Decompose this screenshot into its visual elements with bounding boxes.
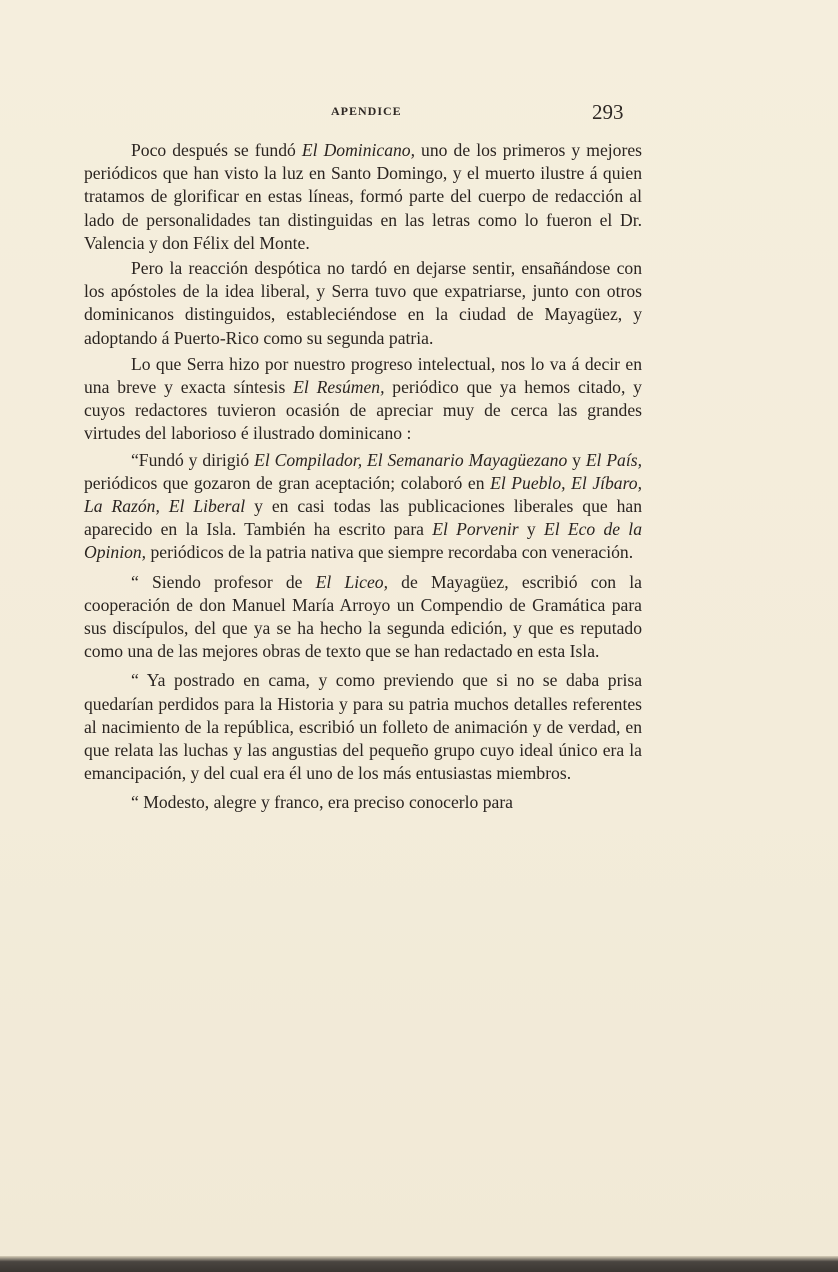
periodical-title: El País, bbox=[585, 449, 642, 470]
text-run: Lo que Serra hizo por nuestro progreso intelectual, nos lo va á decir en una breve y exacta síntesis bbox=[84, 353, 642, 398]
paragraph-5 bbox=[84, 571, 642, 664]
periodical-title: El Liceo, bbox=[315, 571, 388, 592]
periodical-title: El Liberal bbox=[168, 496, 246, 517]
text-run: “ Modesto, alegre y franco, era preciso conocerlo para bbox=[131, 792, 513, 813]
text-run: uno de los primeros y mejores periódicos que han visto la luz en Santo Domingo, y el muerto ilustre á quien tratamos de glorificar en estas líneas, formó parte del cuerpo de redacción al lado de personalidades tan distinguidas en las letras como lo fueron el Dr. Valencia y don Félix del Monte. bbox=[84, 140, 642, 253]
page-bottom-edge bbox=[0, 1256, 838, 1272]
text-run: periódicos que gozaron de gran aceptación; colaboró en bbox=[84, 472, 491, 493]
text-run: periódico que ya hemos citado, y cuyos redactores tuvieron ocasión de apreciar muy de cerca las grandes virtudes del laborioso é ilustrado dominicano : bbox=[84, 377, 642, 444]
text-run: “ Siendo profesor de bbox=[131, 571, 316, 592]
periodical-title: El Compilador, bbox=[254, 449, 363, 470]
periodical-title: El Jíbaro, bbox=[571, 472, 642, 493]
paragraph-7 bbox=[84, 791, 642, 814]
text-run bbox=[160, 496, 169, 516]
periodical-title: El Dominicano, bbox=[301, 140, 415, 160]
periodical-title: El Porvenir bbox=[432, 519, 519, 540]
periodical-title: El Eco de la Opinion, bbox=[84, 519, 642, 563]
text-run: Poco después se fundó bbox=[131, 140, 302, 160]
text-run: Pero la reacción despótica no tardó en dejarse sentir, ensañándose con los apóstoles de la idea liberal, y Serra tuvo que expatriarse, junto con otros dominicanos distinguidos, estableciéndose en la ciudad de Mayagüez, y adoptando á Puerto-Rico como su segunda patria. bbox=[84, 258, 642, 348]
running-head: APENDICE bbox=[331, 104, 402, 118]
text-run: y bbox=[518, 519, 544, 540]
paragraph-1 bbox=[84, 139, 642, 255]
text-run: “Fundó y dirigió bbox=[131, 449, 255, 470]
page-number: 293 bbox=[592, 100, 624, 124]
paragraph-4 bbox=[84, 449, 642, 565]
text-run: periódicos de la patria nativa que siempre recordaba con veneración. bbox=[146, 542, 634, 563]
paragraph-3 bbox=[84, 353, 642, 446]
text-run: y bbox=[567, 449, 586, 470]
periodical-title: El Resúmen, bbox=[293, 377, 385, 398]
periodical-title: El Semanario Mayagüezano bbox=[366, 449, 568, 470]
periodical-title: La Razón, bbox=[84, 496, 160, 517]
paragraph-2 bbox=[84, 257, 642, 350]
periodical-title: El Pueblo, bbox=[490, 472, 566, 493]
body-text bbox=[84, 139, 642, 815]
paragraph-6 bbox=[84, 669, 642, 785]
text-run: “ Ya postrado en cama, y como previendo que si no se daba prisa quedarían perdidos para la Historia y para su patria muchos detalles referentes al nacimiento de la república, escribió un folleto de animación y de verdad, en que relata las luchas y las angustias del pequeño grupo cuyo ideal único era la emancipación, y del cual era él uno de los más entusiastas miembros. bbox=[84, 670, 642, 784]
text-run: de Mayagüez, escribió con la cooperación de don Manuel María Arroyo un Compendio de Gramática para sus discípulos, del que ya se ha hecho la segunda edición, y que es reputado como una de las mejores obras de texto que se han redactado en esta Isla. bbox=[84, 571, 642, 662]
text-run: y en casi todas las publicaciones liberales que han aparecido en la Isla. También ha escrito para bbox=[84, 496, 642, 540]
